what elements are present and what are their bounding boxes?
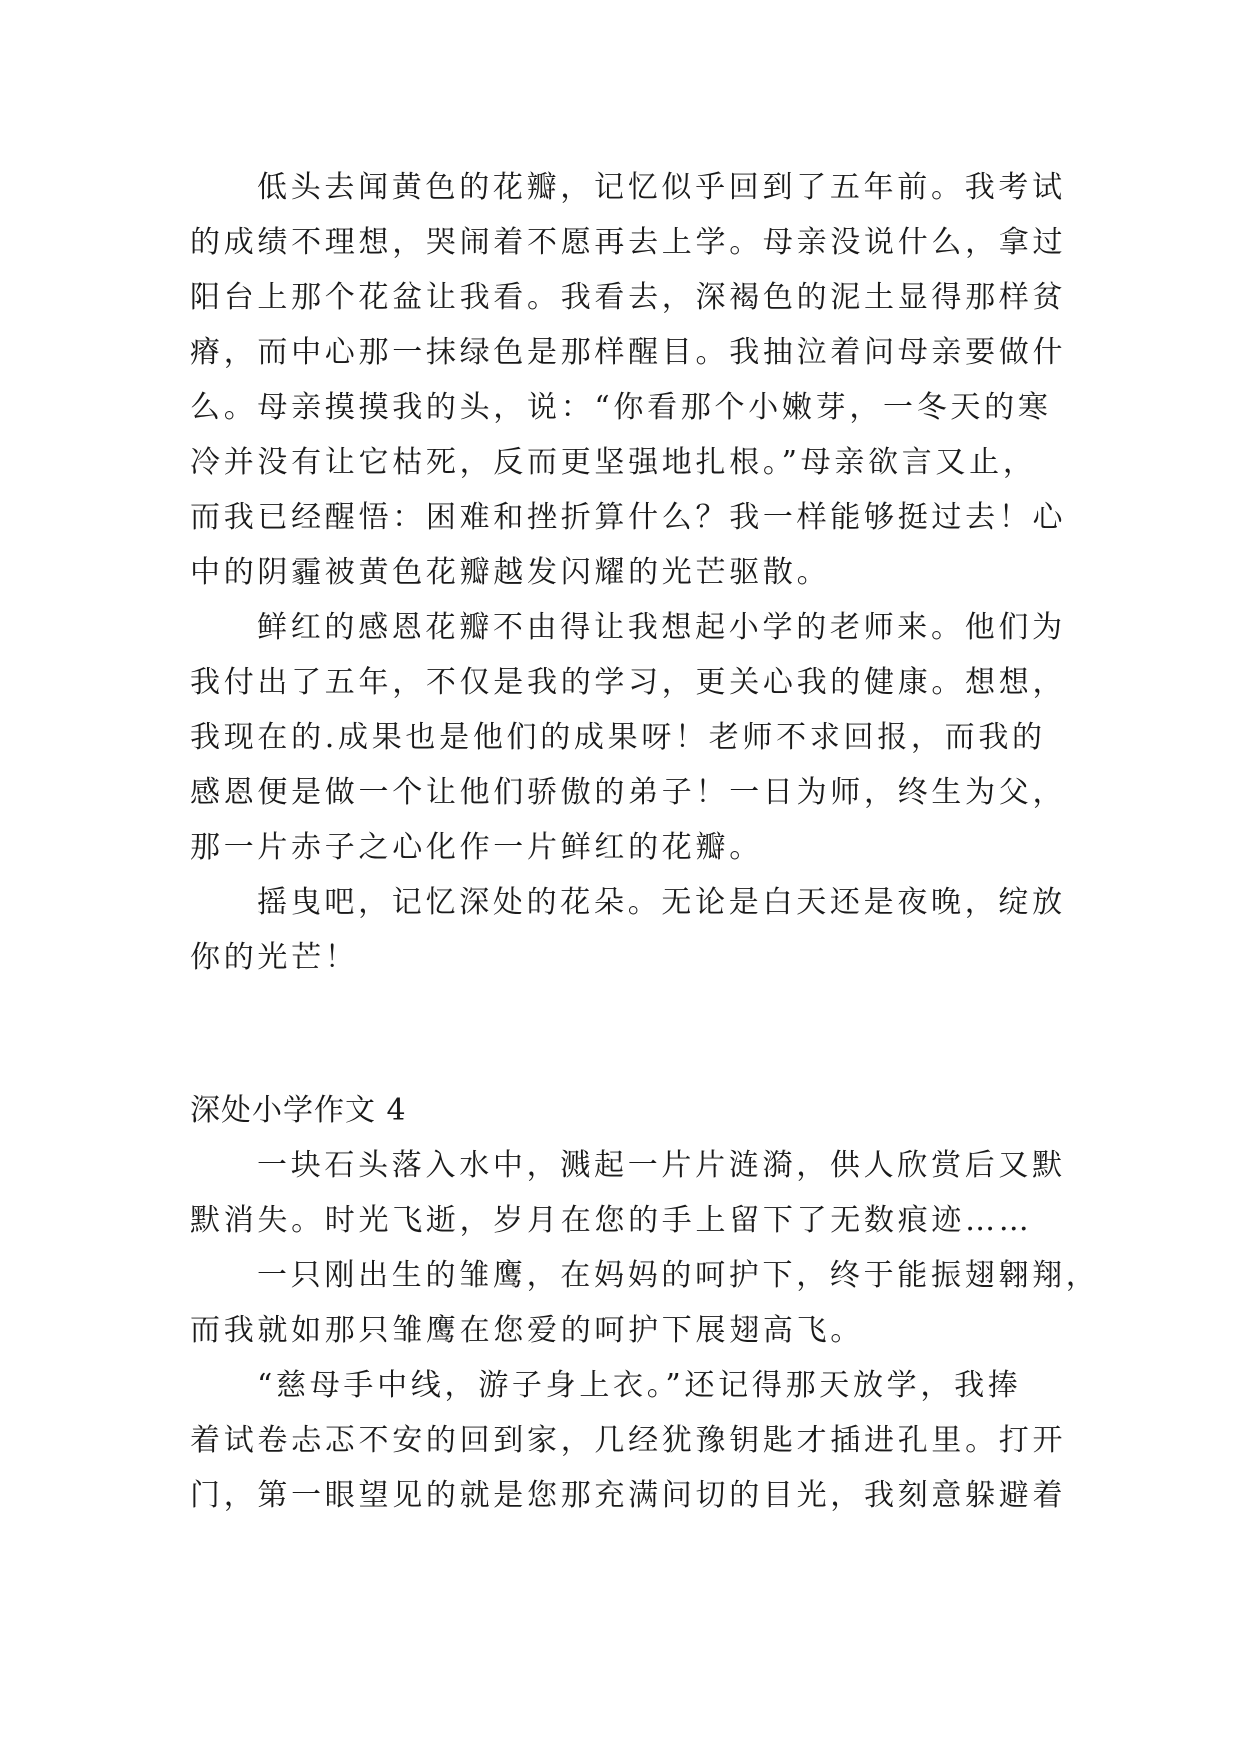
text-line: 而我就如那只雏鹰在您爱的呵护下展翅高飞。 <box>190 1313 864 1348</box>
text-line: 着试卷忐忑不安的回到家，几经犹豫钥匙才插进孔里。打开 <box>190 1423 1067 1458</box>
section-title: 深处小学作文 4 <box>190 1093 407 1128</box>
text-line: 么。母亲摸摸我的头，说：“你看那个小嫩芽，一冬天的寒 <box>190 390 1052 425</box>
text-line: 鲜红的感恩花瓣不由得让我想起小学的老师来。他们为 <box>257 610 1066 645</box>
text-line: 摇曳吧，记忆深处的花朵。无论是白天还是夜晚，绽放 <box>257 885 1066 920</box>
text-line: 一只刚出生的雏鹰，在妈妈的呵护下，终于能振翅翱翔， <box>257 1258 1100 1293</box>
text-line: 的成绩不理想，哭闹着不愿再去上学。母亲没说什么，拿过 <box>190 225 1067 260</box>
text-line: 我付出了五年，不仅是我的学习，更关心我的健康。想想， <box>190 665 1067 700</box>
text-line: 中的阴霾被黄色花瓣越发闪耀的光芒驱散。 <box>190 555 831 590</box>
text-line: 冷并没有让它枯死，反而更坚强地扎根。”母亲欲言又止， <box>190 445 1037 480</box>
text-line: 门，第一眼望见的就是您那充满问切的目光，我刻意躲避着 <box>190 1478 1067 1513</box>
text-line: 阳台上那个花盆让我看。我看去，深褐色的泥土显得那样贫 <box>190 280 1067 315</box>
text-line: 感恩便是做一个让他们骄傲的弟子！一日为师，终生为父， <box>190 775 1067 810</box>
text-line: 我现在的.成果也是他们的成果呀！老师不求回报，而我的 <box>190 720 1046 755</box>
text-line: 一块石头落入水中，溅起一片片涟漪，供人欣赏后又默 <box>257 1148 1066 1183</box>
text-line: 你的光芒！ <box>190 940 359 975</box>
text-line: 而我已经醒悟：困难和挫折算什么？我一样能够挺过去！心 <box>190 500 1067 535</box>
text-line: 低头去闻黄色的花瓣，记忆似乎回到了五年前。我考试 <box>257 170 1066 205</box>
text-line: 瘠，而中心那一抹绿色是那样醒目。我抽泣着问母亲要做什 <box>190 335 1067 370</box>
text-line: 默消失。时光飞逝，岁月在您的手上留下了无数痕迹…… <box>190 1203 1033 1238</box>
text-line: “慈母手中线，游子身上衣。”还记得那天放学，我捧 <box>257 1368 1022 1403</box>
text-line: 那一片赤子之心化作一片鲜红的花瓣。 <box>190 830 763 865</box>
